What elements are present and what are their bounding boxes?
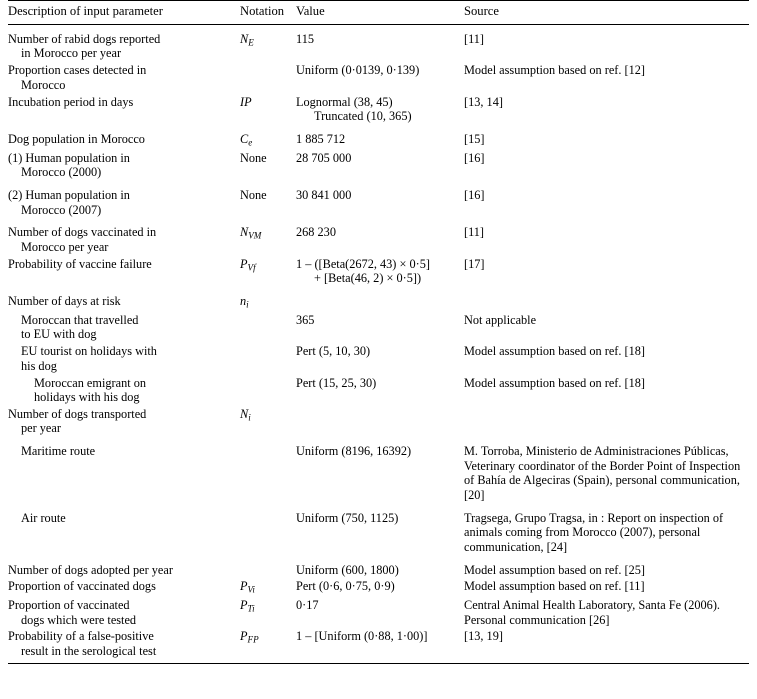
notation-symbol: $P_{Ti}$ — [240, 598, 255, 614]
cell-source: Model assumption based on ref. [11] — [464, 579, 645, 594]
description-line-1: Number of dogs adopted per year — [8, 562, 173, 577]
cell-value — [296, 62, 464, 93]
cell-value — [296, 374, 464, 405]
cell-value — [296, 312, 464, 343]
notation-subscript: VM — [248, 230, 262, 241]
cell-value — [296, 224, 464, 255]
cell-notation — [240, 374, 296, 405]
table-row — [8, 443, 749, 503]
cell-source — [464, 293, 749, 312]
cell-description — [8, 561, 240, 578]
notation-symbol: $n_i$ — [240, 294, 249, 310]
description-line-1: (2) Human population in — [8, 188, 130, 203]
value-line-1: Uniform (750, 1125) — [296, 510, 399, 525]
value-line-1: Pert (15, 25, 30) — [296, 375, 377, 390]
cell-source: Central Animal Health Laboratory, Santa Fe (2006). Personal communication [26] — [464, 598, 721, 627]
description-line-1: Maritime route — [21, 444, 96, 459]
cell-description — [8, 597, 240, 628]
table-row — [8, 597, 749, 628]
cell-value — [296, 24, 464, 62]
cell-value — [296, 149, 464, 180]
cell-notation — [240, 24, 296, 62]
cell-description — [8, 443, 240, 503]
cell-source: [13, 19] — [464, 628, 749, 664]
value-line-1: 30 841 000 — [296, 188, 352, 203]
cell-source: [15] — [464, 131, 485, 146]
notation-symbol: $N_E$ — [240, 31, 254, 48]
table-row — [8, 24, 749, 62]
cell-description — [8, 293, 240, 312]
value-line-1: 268 230 — [296, 225, 336, 240]
description-line-1: Number of days at risk — [8, 294, 121, 309]
description-line-1: Moroccan that travelled — [21, 312, 139, 327]
cell-description — [8, 224, 240, 255]
cell-notation — [240, 578, 296, 597]
table-row — [8, 293, 749, 312]
column-header-description: Description of input parameter — [8, 1, 240, 25]
cell-notation — [240, 597, 296, 628]
cell-description — [8, 406, 240, 437]
cell-source: [11] — [464, 225, 485, 240]
value-line-1: 0·17 — [296, 598, 319, 613]
cell-value — [296, 628, 464, 664]
cell-description — [8, 509, 240, 555]
table-row — [8, 406, 749, 437]
cell-value — [296, 131, 464, 150]
notation-symbol: IP — [240, 94, 252, 109]
table-row — [8, 312, 749, 343]
description-line-2: to EU with dog — [21, 327, 97, 342]
value-line-1: 1 885 712 — [296, 131, 346, 146]
description-line-2: holidays with his dog — [34, 390, 140, 405]
notation-symbol: $P_{Vf}$ — [240, 256, 256, 273]
cell-notation — [240, 93, 296, 124]
column-header-source: Source — [464, 1, 749, 25]
table-row — [8, 62, 749, 93]
cell-value — [296, 561, 464, 578]
value-line-1: Uniform (0·0139, 0·139) — [296, 63, 420, 78]
cell-source: Model assumption based on ref. [25] — [464, 562, 646, 577]
description-line-1: Proportion of vaccinated dogs — [8, 579, 156, 594]
cell-source: Model assumption based on ref. [18] — [464, 375, 646, 390]
cell-notation — [240, 224, 296, 255]
description-line-1: Probability of a false-positive — [8, 629, 154, 644]
cell-notation — [240, 62, 296, 93]
value-line-1: 1 – [Uniform (0·88, 1·00)] — [296, 629, 428, 644]
table-row — [8, 509, 749, 555]
cell-source — [464, 406, 749, 437]
description-line-1: Number of rabid dogs reported — [8, 31, 161, 46]
cell-notation — [240, 443, 296, 503]
cell-source: M. Torroba, Ministerio de Administraciones Públicas, Veterinary coordinator of the Border Point of Inspection of Bahía de Algeciras (Spain), personal communication, [20] — [464, 444, 741, 502]
notation-subscript: E — [248, 37, 254, 48]
input-parameter-table — [8, 0, 749, 664]
cell-value — [296, 293, 464, 312]
cell-source: [11] — [464, 31, 485, 46]
cell-value — [296, 597, 464, 628]
cell-notation — [240, 187, 296, 218]
cell-value — [296, 509, 464, 555]
cell-notation — [240, 406, 296, 437]
description-line-2: result in the serological test — [21, 643, 157, 658]
cell-source: [16] — [464, 188, 485, 203]
table-row — [8, 374, 749, 405]
description-line-2: Morocco — [21, 77, 66, 92]
cell-description — [8, 256, 240, 287]
notation-subscript: i — [246, 299, 249, 310]
cell-description — [8, 312, 240, 343]
notation-symbol: $P_{Vi}$ — [240, 579, 255, 595]
cell-description — [8, 62, 240, 93]
notation-symbol: $N_{VM}$ — [240, 225, 262, 241]
cell-description — [8, 343, 240, 374]
description-line-2: Morocco (2007) — [21, 202, 102, 217]
value-line-1: 115 — [296, 31, 314, 46]
column-header-notation: Notation — [240, 1, 296, 25]
cell-notation — [240, 561, 296, 578]
cell-notation — [240, 628, 296, 664]
description-line-1: Probability of vaccine failure — [8, 256, 152, 271]
description-line-2: in Morocco per year — [21, 46, 122, 61]
description-line-1: Air route — [21, 510, 66, 525]
cell-value — [296, 256, 464, 287]
description-line-1: Dog population in Morocco — [8, 131, 145, 146]
value-line-2: Truncated (10, 365) — [314, 109, 412, 124]
notation-symbol: None — [240, 150, 267, 165]
value-line-1: Lognormal (38, 45) — [296, 94, 393, 109]
table-row — [8, 93, 749, 124]
column-header-value: Value — [296, 1, 464, 25]
notation-symbol: $C_e$ — [240, 131, 253, 148]
table-row — [8, 343, 749, 374]
notation-subscript: FP — [247, 635, 259, 645]
cell-description — [8, 131, 240, 150]
cell-value — [296, 443, 464, 503]
table-row — [8, 131, 749, 150]
notation-subscript: Vf — [247, 262, 256, 273]
table-row — [8, 187, 749, 218]
description-line-1: Incubation period in days — [8, 94, 134, 109]
table-row — [8, 628, 749, 664]
notation-symbol: None — [240, 188, 267, 203]
notation-subscript: Vi — [247, 584, 255, 595]
table-row — [8, 149, 749, 180]
value-line-1: 1 – ([Beta(2672, 43) × 0·5] — [296, 256, 430, 271]
description-line-2: Morocco per year — [21, 239, 109, 254]
table-row — [8, 224, 749, 255]
notation-symbol: $P_{FP}$ — [240, 629, 259, 645]
description-line-1: Proportion of vaccinated — [8, 598, 130, 613]
notation-subscript: Ti — [247, 603, 255, 614]
value-line-1: Uniform (600, 1800) — [296, 562, 399, 577]
cell-description — [8, 628, 240, 664]
value-line-1: Pert (0·6, 0·75, 0·9) — [296, 579, 395, 594]
table-row — [8, 561, 749, 578]
cell-description — [8, 578, 240, 597]
table-body — [8, 24, 749, 664]
description-line-1: Proportion cases detected in — [8, 63, 147, 78]
description-line-1: Moroccan emigrant on — [34, 375, 146, 390]
cell-notation — [240, 312, 296, 343]
description-line-2: Morocco (2000) — [21, 165, 102, 180]
description-line-2: dogs which were tested — [21, 612, 137, 627]
description-line-2: his dog — [21, 358, 57, 373]
cell-source: [17] — [464, 256, 485, 271]
cell-source: Model assumption based on ref. [12] — [464, 63, 646, 78]
description-line-1: Number of dogs transported — [8, 406, 147, 421]
cell-value — [296, 187, 464, 218]
cell-source: [16] — [464, 150, 485, 165]
value-line-1: 28 705 000 — [296, 150, 352, 165]
cell-value — [296, 343, 464, 374]
cell-notation — [240, 293, 296, 312]
cell-source: [13, 14] — [464, 94, 503, 109]
notation-subscript: e — [248, 137, 253, 148]
cell-value — [296, 578, 464, 597]
cell-notation — [240, 256, 296, 287]
description-line-1: EU tourist on holidays with — [21, 344, 157, 359]
cell-description — [8, 149, 240, 180]
cell-notation — [240, 149, 296, 180]
value-line-1: 365 — [296, 312, 315, 327]
cell-notation — [240, 131, 296, 150]
value-line-1: Pert (5, 10, 30) — [296, 344, 371, 359]
table-header — [8, 1, 749, 25]
cell-source: Tragsega, Grupo Tragsa, in : Report on inspection of animals coming from Morocco (2007), personal communication, [24] — [464, 510, 724, 554]
description-line-2: per year — [21, 421, 61, 436]
cell-notation — [240, 343, 296, 374]
table-row — [8, 578, 749, 597]
notation-subscript: i — [248, 412, 251, 423]
cell-description — [8, 24, 240, 62]
table-row — [8, 256, 749, 287]
value-line-1: Uniform (8196, 16392) — [296, 444, 412, 459]
cell-description — [8, 374, 240, 405]
cell-value — [296, 93, 464, 124]
notation-symbol: $N_i$ — [240, 406, 251, 423]
cell-notation — [240, 509, 296, 555]
cell-source: Model assumption based on ref. [18] — [464, 344, 646, 359]
cell-value — [296, 406, 464, 437]
cell-description — [8, 93, 240, 124]
cell-description — [8, 187, 240, 218]
description-line-1: (1) Human population in — [8, 150, 130, 165]
description-line-1: Number of dogs vaccinated in — [8, 225, 157, 240]
value-line-2: + [Beta(46, 2) × 0·5]) — [314, 271, 422, 286]
cell-source: Not applicable — [464, 312, 537, 327]
table-header-row — [8, 1, 749, 25]
